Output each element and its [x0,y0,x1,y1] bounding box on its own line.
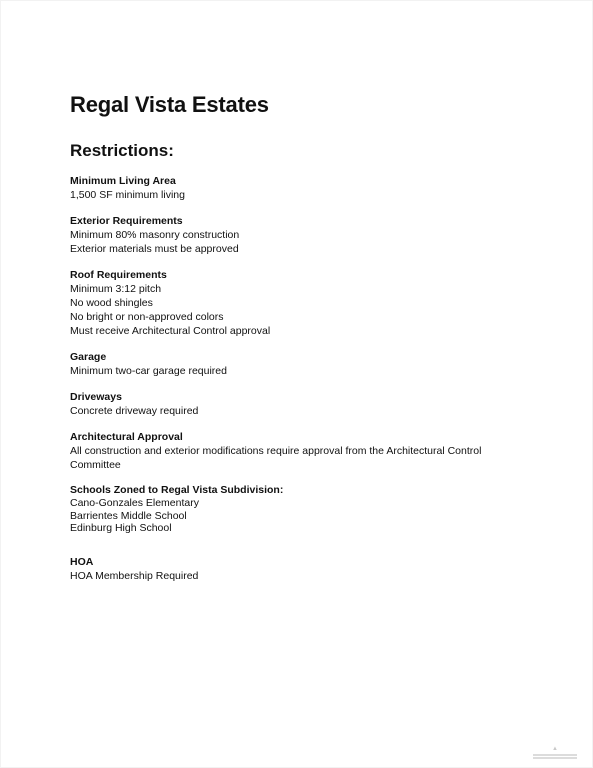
section-line: All construction and exterior modifications require approval from the Architectural Control Committee [70,445,482,471]
page-title: Regal Vista Estates [70,92,269,117]
section-schools [70,484,530,535]
section-heading: Exterior Requirements [70,215,183,227]
section-architectural-approval [70,430,530,472]
section-line: Barrientes Middle School [70,509,187,522]
section-roof-requirements [70,268,530,338]
mls-watermark-icon [531,746,579,760]
section-heading: Architectural Approval [70,431,183,443]
section-line: Exterior materials must be approved [70,243,239,255]
section-line: Minimum 3:12 pitch [70,283,162,295]
section-line: Minimum 80% masonry construction [70,229,240,241]
section-heading: Garage [70,351,107,363]
section-driveways [70,390,530,418]
section-minimum-living-area [70,174,530,202]
section-line: No bright or non-approved colors [70,311,224,323]
section-hoa [70,555,530,583]
section-line: Must receive Architectural Control approval [70,325,271,337]
section-heading: Driveways [70,391,122,403]
watermark-glyph: ▲ [552,746,558,752]
section-exterior-requirements [70,214,530,256]
section-heading: Minimum Living Area [70,175,176,187]
restrictions-heading: Restrictions: [70,141,174,160]
section-line: Edinburg High School [70,522,172,534]
watermark-bar [533,754,577,756]
section-line: No wood shingles [70,297,153,309]
section-heading: Roof Requirements [70,269,167,281]
section-line: 1,500 SF minimum living [70,189,185,201]
section-line: Cano-Gonzales Elementary [70,497,199,509]
section-heading: Schools Zoned to Regal Vista Subdivision: [70,484,284,496]
restrictions-list [70,174,530,595]
section-garage [70,350,530,378]
section-line: Concrete driveway required [70,405,199,417]
section-heading: HOA [70,555,94,568]
watermark-bar [533,757,577,759]
section-line: Minimum two-car garage required [70,365,227,377]
section-line: HOA Membership Required [70,569,199,582]
